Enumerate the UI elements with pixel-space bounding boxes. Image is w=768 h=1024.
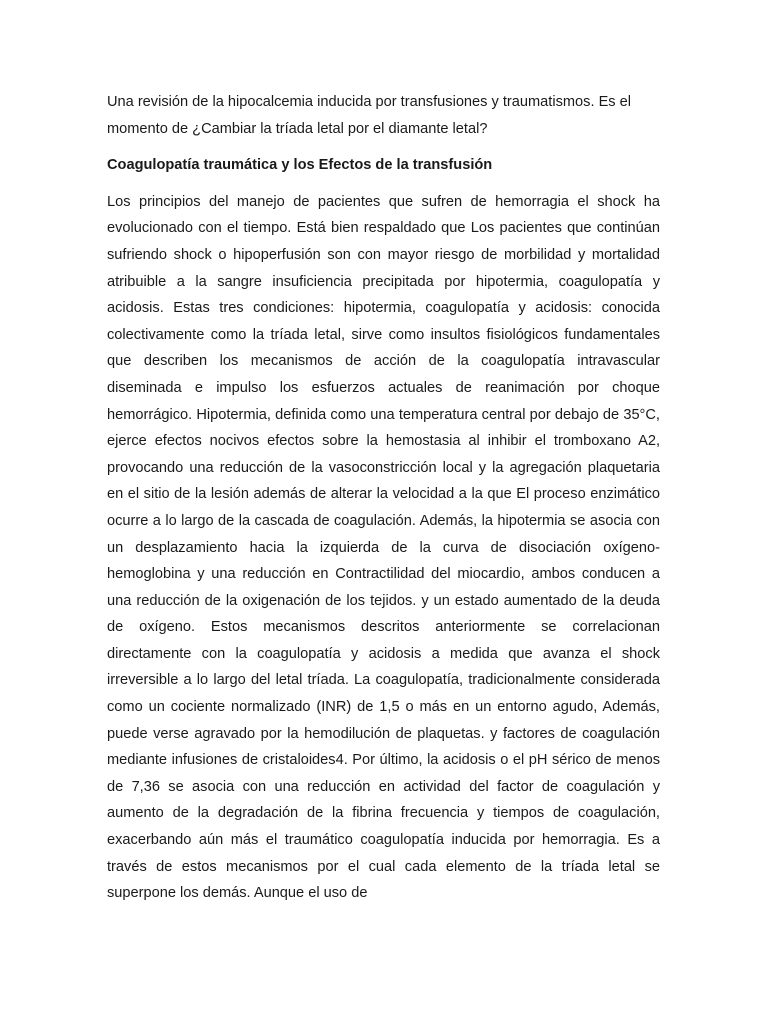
intro-paragraph: Una revisión de la hipocalcemia inducida por transfusiones y traumatismos. Es el momento de ¿Cambiar la tríada letal por el diamante letal? [107,94,632,137]
document-content [107,89,660,907]
body-paragraph: Los principios del manejo de pacientes que sufren de hemorragia el shock ha evolucionado con el tiempo. Está bien respaldado que Los pacientes que continúan sufriendo shock o hipoperfusión son con mayor riesgo de morbilidad y mortalidad atribuible a la sangre insuficiencia precipitada por hipotermia, coagulopatía y acidosis. Estas tres condiciones: hipotermia, coagulopatía y acidosis: conocida colectivamente como la tríada letal, sirve como insultos fisiológicos fundamentales que describen los mecanismos de acción de la coagulopatía intravascular diseminada e impulso los esfuerzos actuales de reanimación por choque hemorrágico. Hipotermia, definida como una temperatura central por debajo de 35°C, ejerce efectos nocivos efectos sobre la hemostasia al inhibir el tromboxano A2, provocando una reducción de la vasoconstricción local y la agregación plaquetaria en el sitio de la lesión además de alterar la velocidad a la que El proceso enzimático ocurre a lo largo de la cascada de coagulación. Además, la hipotermia se asocia con un desplazamiento hacia la izquierda de la curva de disociación oxígeno-hemoglobina y una reducción en Contractilidad del miocardio, ambos conducen a una reducción de la oxigenación de los tejidos. y un estado aumentado de la deuda de oxígeno. Estos mecanismos descritos anteriormente se correlacionan directamente con la coagulopatía y acidosis a medida que avanza el shock irreversible a lo largo del letal tríada. La coagulopatía, tradicionalmente considerada como un cociente normalizado (INR) de 1,5 o más en un entorno agudo, Además, puede verse agravado por la hemodilución de plaquetas. y factores de coagulación mediante infusiones de cristaloides4. Por último, la acidosis o el pH sérico de menos de 7,36 se asocia con una reducción en actividad del factor de coagulación y aumento de la degradación de la fibrina frecuencia y tiempos de coagulación, exacerbando aún más el traumático coagulopatía inducida por hemorragia. Es a través de estos mecanismos por el cual cada elemento de la tríada letal se superpone los demás. Aunque el uso de [107,193,660,902]
section-heading: Coagulopatía traumática y los Efectos de la transfusión [107,157,493,174]
